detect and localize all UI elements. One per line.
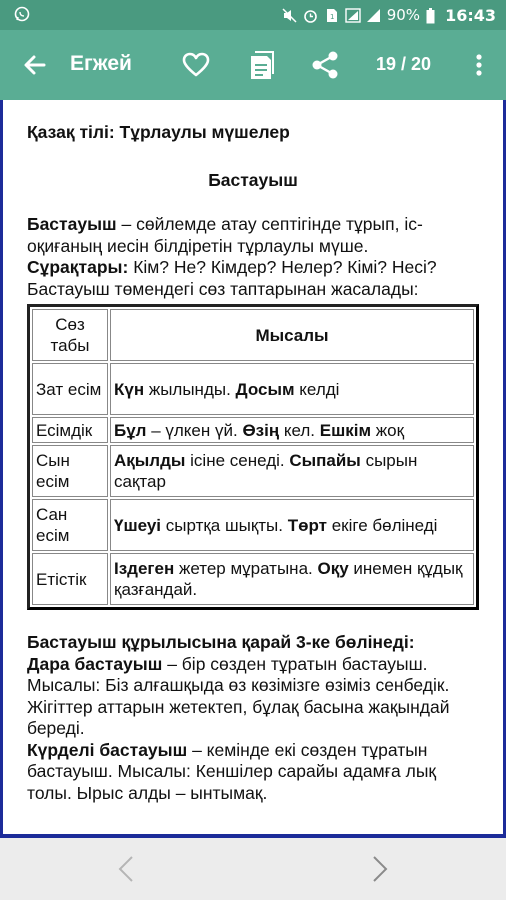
example-part: сырын сақтар (114, 451, 418, 491)
structure-heading-text: Бастауыш құрылысына қарай 3-ке бөлінеді: (27, 632, 415, 652)
page-title: Егжей (70, 52, 132, 75)
example-part: жоқ (371, 420, 405, 440)
back-arrow-icon[interactable] (20, 50, 50, 80)
structure-heading (27, 632, 479, 654)
example-part: сыртқа шықты. (161, 515, 288, 535)
word-class-cell: Зат есім (32, 363, 108, 415)
article-heading: Қазақ тілі: Тұрлаулы мүшелер (27, 122, 290, 142)
example-part: – үлкен үй. (146, 420, 243, 440)
status-bar (0, 0, 506, 30)
table-header-row (32, 309, 474, 361)
simple-subject-paragraph (27, 654, 479, 740)
example-part: келді (294, 379, 340, 399)
table-row (32, 445, 474, 497)
word-class-cell: Етістік (32, 553, 108, 605)
sim-icon (324, 8, 339, 23)
example-cell (110, 445, 474, 497)
word-class-cell: Есімдік (32, 417, 108, 443)
example-cell (110, 553, 474, 605)
table-intro: Бастауыш төмендегі сөз таптарынан жасалады: (27, 278, 419, 299)
app-bar (0, 30, 506, 100)
example-part: Өзің (242, 420, 280, 440)
word-class-cell: Сан есім (32, 499, 108, 551)
definition-term: Бастауыш (27, 214, 117, 234)
page-counter: 19 / 20 (376, 54, 432, 74)
clock: 16:43 (445, 5, 496, 25)
article-content[interactable] (3, 100, 503, 834)
article-subheading: Бастауыш (208, 169, 298, 190)
example-part: Досым (235, 379, 295, 399)
document-icon[interactable] (247, 50, 275, 80)
example-part: екіге бөлінеді (326, 515, 438, 535)
questions-paragraph (27, 257, 479, 279)
example-cell (110, 417, 474, 443)
example-part: Күн (114, 379, 145, 399)
battery-percent: 90% (386, 6, 421, 24)
bottom-navigation (0, 838, 506, 900)
questions-label: Сұрақтары: (27, 257, 129, 277)
definition-text: – сөйлемде атау септігінде тұрып, іс-оқиғаның иесін білдіретін тұрлаулы мүше. (27, 214, 423, 256)
heart-icon[interactable] (181, 50, 211, 80)
example-part: жылынды. (144, 379, 236, 399)
word-class-table (27, 304, 479, 610)
example-part: кел. (279, 420, 320, 440)
simple-subject-term: Дара бастауыш (27, 653, 163, 674)
table-header-cell: Сөз табы (32, 309, 108, 361)
example-cell (110, 363, 474, 415)
table-row (32, 499, 474, 551)
table-row (32, 417, 474, 443)
svg-text:1: 1 (329, 12, 335, 21)
example-part: инемен құдық қазғандай. (114, 559, 463, 599)
mute-icon (282, 8, 297, 23)
wifi-icon (345, 8, 360, 23)
table-header-cell: Мысалы (110, 309, 474, 361)
example-part: Оқу (317, 559, 349, 578)
example-part: Ақылды (114, 451, 186, 470)
example-part: жетер мұратына. (174, 559, 318, 578)
example-part: Үшеуі (114, 515, 162, 535)
word-class-cell: Сын есім (32, 445, 108, 497)
example-part: Бұл (114, 420, 147, 440)
chevron-right-icon[interactable] (370, 854, 390, 884)
example-part: Сыпайы (289, 451, 361, 470)
complex-subject-term: Күрделі бастауыш (27, 739, 188, 760)
chevron-left-icon[interactable] (116, 854, 136, 884)
complex-subject-paragraph (27, 740, 479, 805)
table-row (32, 363, 474, 415)
share-icon[interactable] (310, 50, 340, 80)
battery-icon (426, 8, 435, 23)
example-part: Ешкім (319, 420, 372, 440)
content-frame (0, 100, 506, 838)
questions-text: Кім? Не? Кімдер? Нелер? Кімі? Несі? (128, 257, 437, 277)
definition-paragraph (27, 214, 479, 257)
simple-subject-text: – бір сөзден тұратын бастауыш. Мысалы: Біз алғашқыда өз көзімізге өзіміз сенбедік. Жігіттер аттарын жетектеп, бұлақ басына жақындай береді. (27, 653, 450, 738)
alarm-icon (303, 8, 318, 23)
more-vert-icon[interactable] (472, 50, 486, 80)
complex-subject-text: – кемінде екі сөзден тұратын бастауыш. Мысалы: Кеншілер сарайы адамға лық толы. Ырыс алды – ынтымақ. (27, 739, 437, 803)
signal-icon (366, 8, 381, 23)
table-row (32, 553, 474, 605)
example-cell (110, 499, 474, 551)
example-part: Төрт (287, 515, 327, 535)
example-part: Іздеген (114, 559, 175, 578)
example-part: ісіне сенеді. (185, 451, 290, 470)
whatsapp-icon (14, 6, 29, 21)
